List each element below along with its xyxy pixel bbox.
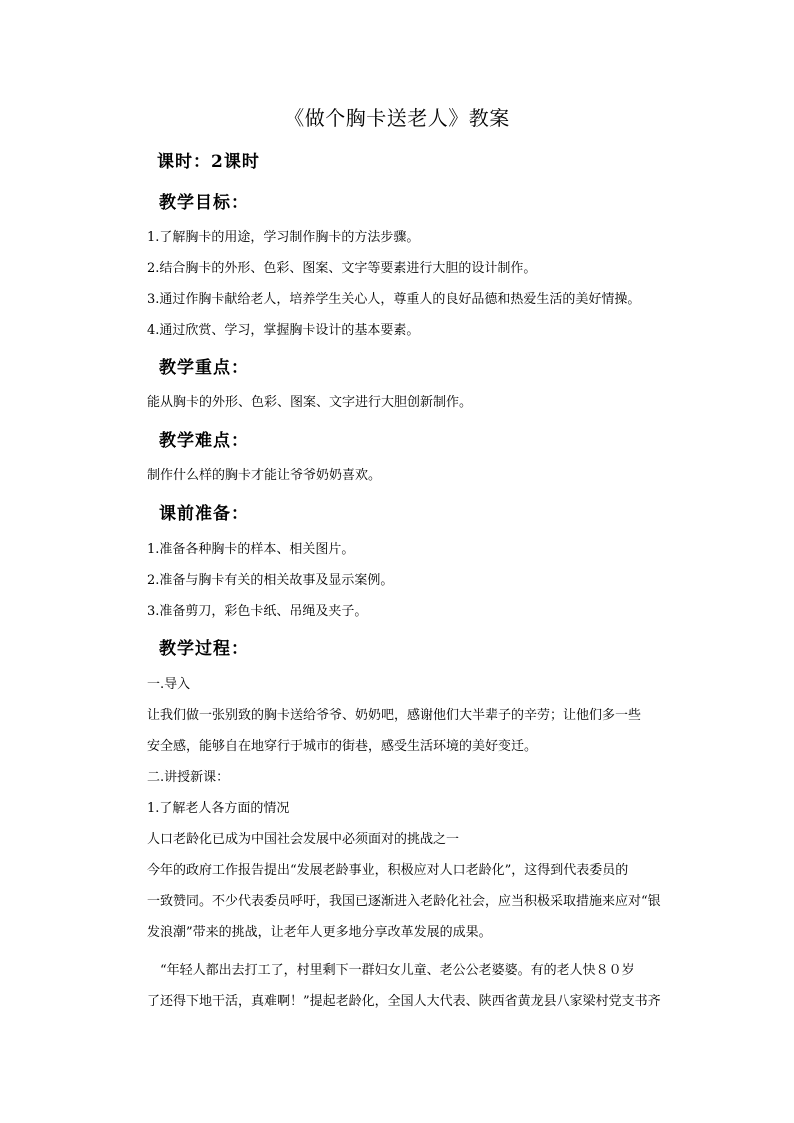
new-lesson-label: 二.讲授新课： bbox=[147, 770, 230, 785]
process-heading: 教学过程： bbox=[159, 639, 249, 659]
quote-line-1: “年轻人都出去打工了，村里剩下一群妇女儿童、老公公老婆婆。有的老人快８０岁 bbox=[160, 963, 635, 978]
key-points-heading: 教学重点： bbox=[159, 358, 249, 378]
difficulties-text: 制作什么样的胸卡才能让爷爷奶奶喜欢。 bbox=[147, 468, 382, 483]
document-title: 《做个胸卡送老人》教案 bbox=[284, 106, 510, 130]
goal-item: 2.结合胸卡的外形、色彩、图案、文字等要素进行大胆的设计制作。 bbox=[147, 261, 537, 276]
class-hours-heading: 课时：2课时 bbox=[157, 152, 260, 172]
preparation-heading: 课前准备： bbox=[159, 504, 249, 524]
preparation-item: 3.准备剪刀，彩色卡纸、吊绳及夹子。 bbox=[147, 604, 368, 619]
report-line-1: 今年的政府工作报告提出“发展老龄事业，积极应对人口老龄化”，这得到代表委员的 bbox=[147, 863, 629, 878]
sub-section-label: 1.了解老人各方面的情况 bbox=[147, 801, 290, 816]
goal-item: 1.了解胸卡的用途，学习制作胸卡的方法步骤。 bbox=[147, 230, 420, 245]
key-points-text: 能从胸卡的外形、色彩、图案、文字进行大胆创新制作。 bbox=[147, 395, 473, 410]
intro-label: 一.导入 bbox=[147, 677, 191, 692]
quote-line-2: 了还得下地干活，真难啊！”提起老龄化，全国人大代表、陕西省黄龙县八家梁村党支书齐 bbox=[147, 994, 661, 1009]
report-line-3: 发浪潮”带来的挑战，让老年人更多地分享改革发展的成果。 bbox=[147, 925, 492, 940]
sub-section-line: 人口老龄化已成为中国社会发展中必须面对的挑战之一 bbox=[147, 832, 460, 847]
goals-heading: 教学目标： bbox=[159, 193, 249, 213]
intro-line-1: 让我们做一张别致的胸卡送给爷爷、奶奶吧，感谢他们大半辈子的辛劳；让他们多一些 bbox=[147, 708, 642, 723]
preparation-item: 1.准备各种胸卡的样本、相关图片。 bbox=[147, 542, 355, 557]
goal-item: 4.通过欣赏、学习，掌握胸卡设计的基本要素。 bbox=[147, 323, 420, 338]
preparation-item: 2.准备与胸卡有关的相关故事及显示案例。 bbox=[147, 573, 394, 588]
report-line-2: 一致赞同。不少代表委员呼吁，我国已逐渐进入老龄化社会，应当积极采取措施来应对“银 bbox=[147, 894, 661, 909]
difficulties-heading: 教学难点： bbox=[159, 431, 249, 451]
intro-line-2: 安全感，能够自在地穿行于城市的街巷，感受生活环境的美好变迁。 bbox=[147, 739, 538, 754]
goal-item: 3.通过作胸卡献给老人，培养学生关心人，尊重人的良好品德和热爱生活的美好情操。 bbox=[147, 292, 641, 307]
intro-line bbox=[147, 706, 641, 726]
